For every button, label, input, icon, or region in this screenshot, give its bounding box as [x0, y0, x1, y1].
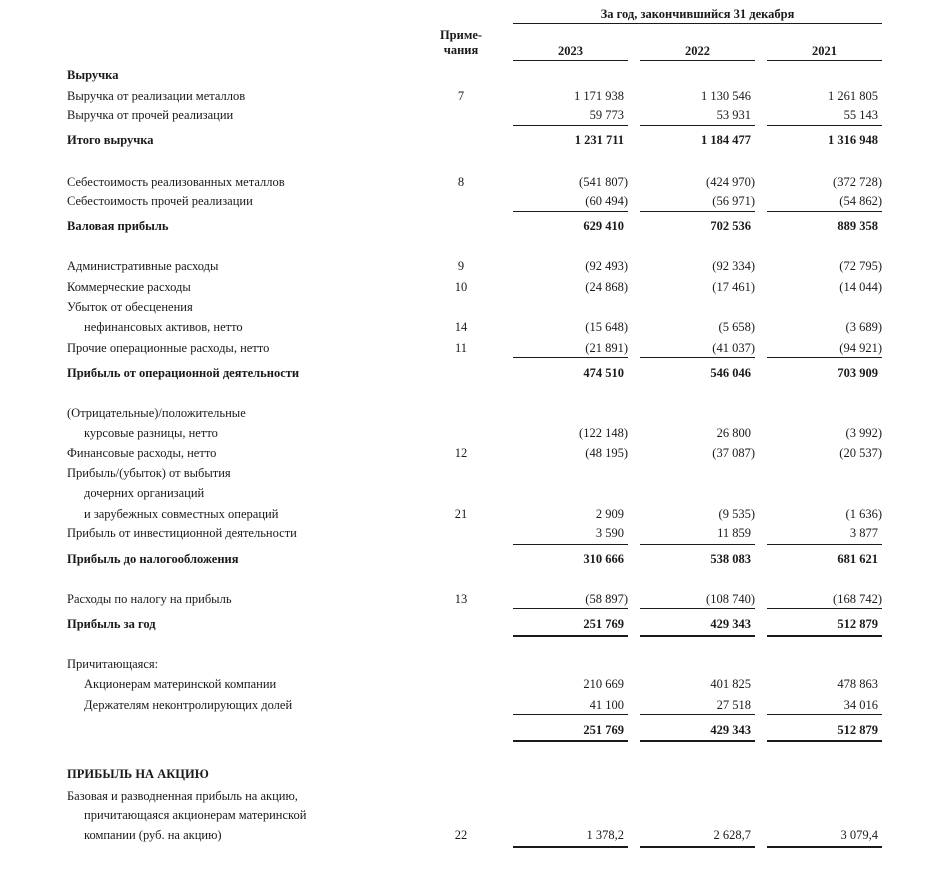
value-cell-2023	[513, 723, 628, 738]
value: 703 909	[837, 366, 878, 380]
value-cell-2021	[767, 808, 882, 823]
value: 1 130 546	[701, 89, 751, 103]
value-cell-2023	[513, 426, 628, 441]
value: 478 863	[837, 677, 878, 691]
value-cell-2022	[640, 592, 755, 607]
value: 310 666	[583, 552, 624, 566]
value-cell-2022	[640, 175, 755, 190]
value: 41 100	[589, 698, 624, 712]
value-cell-2022	[640, 617, 755, 632]
value-cell-2021	[767, 219, 882, 234]
value: 889 358	[837, 219, 878, 233]
value-cell-2021	[767, 723, 882, 738]
value-cell-2021	[767, 108, 882, 123]
value: (14 044)	[839, 280, 882, 294]
table-row	[0, 280, 932, 300]
table-row	[0, 320, 932, 340]
subtotal-underline	[513, 125, 628, 126]
value: 681 621	[837, 552, 878, 566]
table-row	[0, 767, 932, 787]
value-cell-2023	[513, 89, 628, 104]
value-cell-2023	[513, 552, 628, 567]
value: 55 143	[843, 108, 878, 122]
value: 512 879	[837, 617, 878, 631]
table-row	[0, 677, 932, 697]
row-label: Прибыль/(убыток) от выбытия	[67, 466, 231, 480]
subtotal-underline	[513, 608, 628, 609]
table-row	[0, 133, 932, 153]
row-note: 13	[454, 592, 468, 606]
value-cell-2021	[767, 767, 882, 782]
value-cell-2022	[640, 552, 755, 567]
value: 53 931	[716, 108, 751, 122]
table-row	[0, 698, 932, 718]
value-cell-2022	[640, 828, 755, 843]
row-label: нефинансовых активов, нетто	[84, 320, 243, 334]
value: 59 773	[589, 108, 624, 122]
table-row	[0, 789, 932, 809]
subtotal-underline	[640, 544, 755, 545]
value-cell-2021	[767, 259, 882, 274]
row-note: 22	[454, 828, 468, 842]
value-cell-2022	[640, 219, 755, 234]
value-cell-2023	[513, 677, 628, 692]
subtotal-underline	[513, 714, 628, 715]
row-label: Валовая прибыль	[67, 219, 169, 233]
double-underline	[640, 846, 755, 848]
value: 1 171 938	[574, 89, 624, 103]
value-cell-2022	[640, 341, 755, 356]
value: (9 535)	[718, 507, 755, 521]
table-row	[0, 406, 932, 426]
value-cell-2021	[767, 366, 882, 381]
table-row	[0, 175, 932, 195]
value: (60 494)	[585, 194, 628, 208]
value: (92 334)	[712, 259, 755, 273]
value: (72 795)	[839, 259, 882, 273]
value-cell-2022	[640, 657, 755, 672]
value-cell-2022	[640, 767, 755, 782]
value-cell-2021	[767, 194, 882, 209]
table-row	[0, 426, 932, 446]
row-note: 12	[454, 446, 468, 460]
value: (1 636)	[845, 507, 882, 521]
row-label: Прочие операционные расходы, нетто	[67, 341, 270, 355]
row-label: Выручка от реализации металлов	[67, 89, 246, 103]
subtotal-underline	[767, 211, 882, 212]
value: (37 087)	[712, 446, 755, 460]
value-cell-2021	[767, 280, 882, 295]
value: 629 410	[583, 219, 624, 233]
table-row	[0, 617, 932, 637]
value: 1 261 805	[828, 89, 878, 103]
value: (54 862)	[839, 194, 882, 208]
value: (108 740)	[706, 592, 755, 606]
double-underline	[767, 846, 882, 848]
period-header: За год, закончившийся 31 декабря	[513, 7, 882, 24]
value: 546 046	[710, 366, 751, 380]
value-cell-2021	[767, 657, 882, 672]
row-label: курсовые разницы, нетто	[84, 426, 218, 440]
value: 3 079,4	[840, 828, 878, 842]
value: 251 769	[583, 723, 624, 737]
value: 26 800	[716, 426, 751, 440]
value-cell-2022	[640, 808, 755, 823]
value-cell-2021	[767, 406, 882, 421]
table-row	[0, 68, 932, 88]
notes-column-header	[432, 28, 490, 58]
value: (21 891)	[585, 341, 628, 355]
row-label: ПРИБЫЛЬ НА АКЦИЮ	[67, 767, 209, 781]
row-note: 8	[457, 175, 465, 189]
value-cell-2022	[640, 507, 755, 522]
value-cell-2022	[640, 194, 755, 209]
value-cell-2023	[513, 175, 628, 190]
row-label: компании (руб. на акцию)	[84, 828, 222, 842]
row-label: Прибыль от инвестиционной деятельности	[67, 526, 297, 540]
value-cell-2023	[513, 280, 628, 295]
value-cell-2021	[767, 466, 882, 481]
value: (3 992)	[845, 426, 882, 440]
value-cell-2022	[640, 320, 755, 335]
row-label: Себестоимость прочей реализации	[67, 194, 253, 208]
subtotal-underline	[767, 544, 882, 545]
row-label: Себестоимость реализованных металлов	[67, 175, 285, 189]
value-cell-2023	[513, 592, 628, 607]
value: (168 742)	[833, 592, 882, 606]
row-label: и зарубежных совместных операций	[84, 507, 279, 521]
value-cell-2022	[640, 789, 755, 804]
value-cell-2022	[640, 406, 755, 421]
value: (56 971)	[712, 194, 755, 208]
row-label: Выручка	[67, 68, 119, 82]
value-cell-2023	[513, 366, 628, 381]
subtotal-underline	[513, 544, 628, 545]
value: 2 628,7	[713, 828, 751, 842]
value-cell-2023	[513, 133, 628, 148]
table-row	[0, 89, 932, 109]
value-cell-2021	[767, 507, 882, 522]
value-cell-2022	[640, 366, 755, 381]
value-cell-2023	[513, 486, 628, 501]
value-cell-2022	[640, 280, 755, 295]
value-cell-2023	[513, 657, 628, 672]
row-label: Коммерческие расходы	[67, 280, 191, 294]
value: 3 877	[849, 526, 878, 540]
value: (372 728)	[833, 175, 882, 189]
value-cell-2023	[513, 341, 628, 356]
value: (122 148)	[579, 426, 628, 440]
value-cell-2023	[513, 828, 628, 843]
row-label: Акционерам материнской компании	[84, 677, 277, 691]
value: (3 689)	[845, 320, 882, 334]
row-note: 10	[454, 280, 468, 294]
value-cell-2022	[640, 723, 755, 738]
row-label: Базовая и разводненная прибыль на акцию,	[67, 789, 298, 803]
table-row	[0, 828, 932, 848]
value: 251 769	[583, 617, 624, 631]
value: (15 648)	[585, 320, 628, 334]
table-row	[0, 300, 932, 320]
value-cell-2023	[513, 526, 628, 541]
value-cell-2021	[767, 789, 882, 804]
value: (41 037)	[712, 341, 755, 355]
value-cell-2021	[767, 617, 882, 632]
value: 27 518	[716, 698, 751, 712]
value-cell-2022	[640, 89, 755, 104]
value: 429 343	[710, 617, 751, 631]
value-cell-2022	[640, 133, 755, 148]
value: (17 461)	[712, 280, 755, 294]
value: (94 921)	[839, 341, 882, 355]
value: (58 897)	[585, 592, 628, 606]
double-underline	[513, 635, 628, 637]
table-row	[0, 219, 932, 239]
value-cell-2022	[640, 466, 755, 481]
table-row	[0, 552, 932, 572]
row-note: 9	[457, 259, 465, 273]
value-cell-2023	[513, 446, 628, 461]
notes-header-line2: чания	[443, 43, 479, 57]
value-cell-2023	[513, 808, 628, 823]
value-cell-2022	[640, 677, 755, 692]
row-label: Убыток от обесценения	[67, 300, 193, 314]
row-label: Причитающаяся:	[67, 657, 159, 671]
value-cell-2023	[513, 300, 628, 315]
value: (24 868)	[585, 280, 628, 294]
value-cell-2022	[640, 426, 755, 441]
table-row	[0, 808, 932, 828]
double-underline	[640, 635, 755, 637]
value: (92 493)	[585, 259, 628, 273]
row-label: Выручка от прочей реализации	[67, 108, 234, 122]
value: (424 970)	[706, 175, 755, 189]
value-cell-2021	[767, 552, 882, 567]
value: 3 590	[595, 526, 624, 540]
value-cell-2023	[513, 406, 628, 421]
value-cell-2022	[640, 108, 755, 123]
value-cell-2023	[513, 698, 628, 713]
value-cell-2021	[767, 133, 882, 148]
table-row	[0, 366, 932, 386]
row-label: дочерних организаций	[84, 486, 205, 500]
value-cell-2023	[513, 108, 628, 123]
year-header-2021: 2021	[767, 44, 882, 61]
value-cell-2021	[767, 300, 882, 315]
value: (5 658)	[718, 320, 755, 334]
row-label: Прибыль за год	[67, 617, 156, 631]
subtotal-underline	[513, 211, 628, 212]
table-row	[0, 466, 932, 486]
subtotal-underline	[767, 357, 882, 358]
table-row	[0, 341, 932, 361]
value-cell-2021	[767, 698, 882, 713]
subtotal-underline	[767, 608, 882, 609]
value-cell-2023	[513, 466, 628, 481]
table-row	[0, 486, 932, 506]
value-cell-2021	[767, 677, 882, 692]
value: 34 016	[843, 698, 878, 712]
double-underline	[767, 635, 882, 637]
value-cell-2022	[640, 526, 755, 541]
table-row	[0, 592, 932, 612]
value: 11 859	[717, 526, 751, 540]
value-cell-2022	[640, 698, 755, 713]
value-cell-2023	[513, 767, 628, 782]
subtotal-underline	[640, 608, 755, 609]
value-cell-2021	[767, 446, 882, 461]
double-underline	[767, 740, 882, 742]
value-cell-2023	[513, 259, 628, 274]
value-cell-2022	[640, 446, 755, 461]
value: 1 184 477	[701, 133, 751, 147]
row-label: причитающаяся акционерам материнской	[84, 808, 307, 822]
value: 702 536	[710, 219, 751, 233]
row-note: 7	[457, 89, 465, 103]
value: 429 343	[710, 723, 751, 737]
table-row	[0, 446, 932, 466]
value: (48 195)	[585, 446, 628, 460]
value-cell-2021	[767, 828, 882, 843]
value-cell-2022	[640, 300, 755, 315]
value-cell-2023	[513, 320, 628, 335]
value: 474 510	[583, 366, 624, 380]
row-label: Прибыль от операционной деятельности	[67, 366, 300, 380]
subtotal-underline	[513, 357, 628, 358]
value-cell-2023	[513, 789, 628, 804]
row-note: 14	[454, 320, 468, 334]
value-cell-2023	[513, 507, 628, 522]
value-cell-2023	[513, 68, 628, 83]
value-cell-2023	[513, 617, 628, 632]
value-cell-2021	[767, 68, 882, 83]
double-underline	[640, 740, 755, 742]
subtotal-underline	[640, 357, 755, 358]
value: 1 316 948	[828, 133, 878, 147]
value-cell-2021	[767, 341, 882, 356]
row-label: Расходы по налогу на прибыль	[67, 592, 232, 606]
row-note: 21	[454, 507, 468, 521]
row-label: Держателям неконтролирующих долей	[84, 698, 293, 712]
table-row	[0, 507, 932, 527]
row-label: (Отрицательные)/положительные	[67, 406, 246, 420]
subtotal-underline	[640, 125, 755, 126]
notes-header-line1: Приме-	[439, 28, 483, 42]
value-cell-2021	[767, 175, 882, 190]
subtotal-underline	[767, 714, 882, 715]
table-row	[0, 657, 932, 677]
value-cell-2021	[767, 526, 882, 541]
value-cell-2023	[513, 219, 628, 234]
value-cell-2021	[767, 89, 882, 104]
value-cell-2021	[767, 592, 882, 607]
value: (541 807)	[579, 175, 628, 189]
value: 401 825	[710, 677, 751, 691]
row-label: Административные расходы	[67, 259, 219, 273]
value-cell-2021	[767, 486, 882, 501]
value: 2 909	[595, 507, 624, 521]
subtotal-underline	[640, 211, 755, 212]
table-row	[0, 526, 932, 546]
value: 1 378,2	[586, 828, 624, 842]
value: (20 537)	[839, 446, 882, 460]
value-cell-2022	[640, 68, 755, 83]
double-underline	[513, 846, 628, 848]
subtotal-underline	[767, 125, 882, 126]
value: 538 083	[710, 552, 751, 566]
row-note: 11	[454, 341, 468, 355]
value: 210 669	[583, 677, 624, 691]
year-header-2022: 2022	[640, 44, 755, 61]
row-label: Финансовые расходы, нетто	[67, 446, 217, 460]
value-cell-2022	[640, 486, 755, 501]
value-cell-2021	[767, 426, 882, 441]
value: 512 879	[837, 723, 878, 737]
row-label: Итого выручка	[67, 133, 154, 147]
table-row	[0, 259, 932, 279]
value-cell-2021	[767, 320, 882, 335]
value: 1 231 711	[574, 133, 624, 147]
subtotal-underline	[640, 714, 755, 715]
value-cell-2023	[513, 194, 628, 209]
value-cell-2022	[640, 259, 755, 274]
double-underline	[513, 740, 628, 742]
year-header-2023: 2023	[513, 44, 628, 61]
row-label: Прибыль до налогообложения	[67, 552, 239, 566]
